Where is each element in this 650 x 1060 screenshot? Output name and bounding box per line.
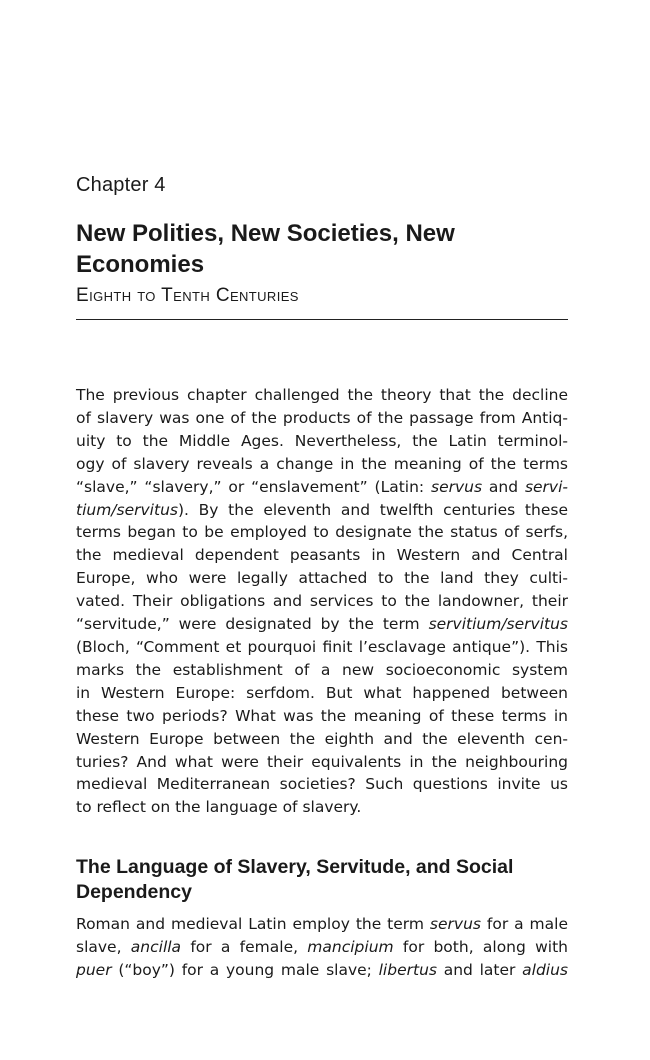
text-line: terms began to be employed to designate the status of serfs,	[76, 523, 568, 542]
intro-paragraph	[76, 384, 568, 819]
text-line: Europe, who were legally attached to the land they culti-	[76, 569, 568, 588]
text-line: “servitude,” were designated by the term servitium/servitus	[76, 615, 568, 634]
section-paragraph	[76, 913, 568, 982]
text-line: in Western Europe: serfdom. But what happened between	[76, 683, 568, 702]
chapter-subtitle: Eighth to Tenth Centuries	[76, 285, 299, 306]
text-line: vated. Their obligations and services to the landowner, their	[76, 592, 568, 611]
text-line: ogy of slavery reveals a change in the meaning of the terms	[76, 454, 568, 473]
text-line: medieval Mediterranean societies? Such questions invite us	[76, 775, 568, 794]
text-line: the medieval dependent peasants in Western and Central	[76, 546, 568, 565]
text-line: tium/servitus). By the eleventh and twelfth centuries these	[76, 500, 568, 519]
text-line: to reflect on the language of slavery.	[76, 798, 362, 817]
text-line: these two periods? What was the meaning of these terms in	[76, 706, 568, 725]
text-line: turies? And what were their equivalents in the neighbouring	[76, 752, 568, 771]
section-heading: The Language of Slavery, Servitude, and Social Dependency	[76, 856, 514, 903]
text-line: Roman and medieval Latin employ the term servus for a male	[76, 915, 568, 933]
text-line: Western Europe between the eighth and the eleventh cen-	[76, 729, 568, 748]
text-line: The previous chapter challenged the theory that the decline	[76, 386, 568, 404]
text-line: uity to the Middle Ages. Nevertheless, the Latin terminol-	[76, 431, 568, 450]
text-line: puer (“boy”) for a young male slave; libertus and later aldius	[76, 960, 569, 979]
title-rule	[76, 319, 568, 320]
text-line: (Bloch, “Comment et pourquoi finit l’esclavage antique”). This	[76, 637, 568, 656]
chapter-title: New Polities, New Societies, New Economies	[76, 220, 455, 278]
text-line: of slavery was one of the products of the passage from Antiq-	[76, 408, 568, 427]
text-line: “slave,” “slavery,” or “enslavement” (Latin: servus and servi-	[76, 477, 568, 496]
text-line: slave, ancilla for a female, mancipium for both, along with	[76, 937, 568, 956]
text-line: marks the establishment of a new socioeconomic system	[76, 660, 568, 679]
chapter-label: Chapter 4	[76, 174, 166, 196]
